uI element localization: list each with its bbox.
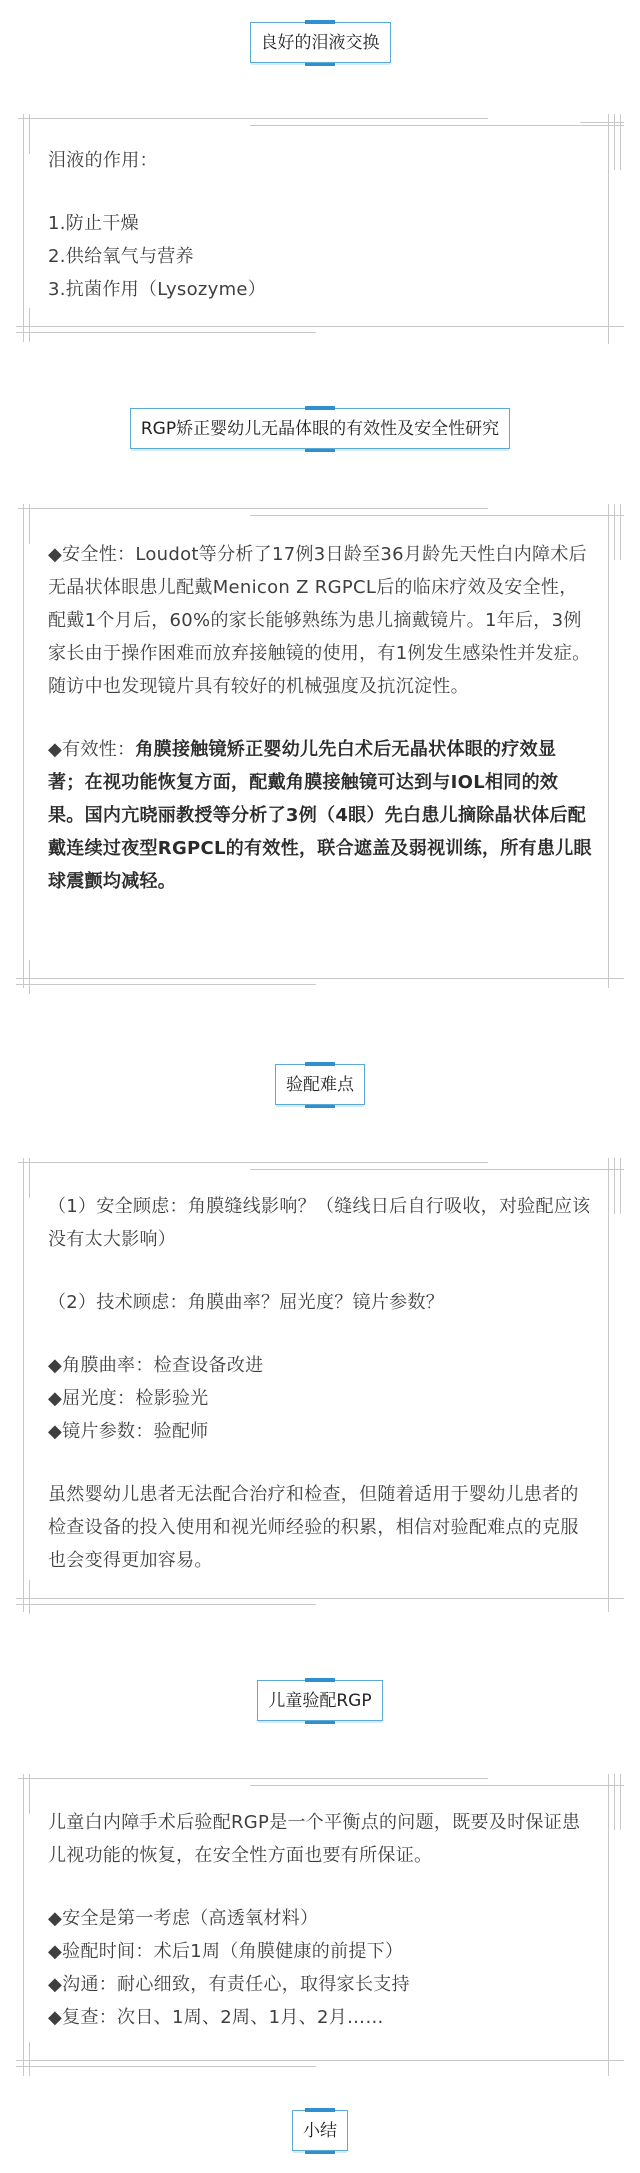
section-3-heading: 验配难点	[275, 1064, 365, 1105]
child-rgp-item-1: ◆安全是第一考虑（高透氧材料）	[48, 1908, 319, 1929]
safety-paragraph: ◆安全性：Loudot等分析了17例3日龄至36月龄先天性白内障术后无晶状体眼患儿配戴Menicon Z RGPCL后的临床疗效及安全性，配戴1个月后，60%的家长能够熟练为患儿摘戴镜片。1年后，3例家长由于操作困难而放弃接触镜的使用，有1例发生感染性并发症。随访中也发现镜片具有较好的机械强度及抗沉淀性。	[48, 544, 591, 697]
tear-function-item-1: 1.防止干燥	[48, 213, 139, 234]
section-1-heading-wrap	[0, 22, 640, 63]
section-4-heading: 儿童验配RGP	[257, 1680, 382, 1721]
section-2-frame	[20, 508, 620, 996]
section-1-frame	[20, 118, 620, 340]
fitting-summary: 虽然婴幼儿患者无法配合治疗和检查，但随着适用于婴幼儿患者的检查设备的投入使用和视光师经验的积累，相信对验配难点的克服也会变得更加容易。	[48, 1484, 579, 1571]
fitting-item-1: ◆角膜曲率：检查设备改进	[48, 1355, 264, 1376]
tear-function-item-3: 3.抗菌作用（Lysozyme）	[48, 279, 267, 300]
section-3-content	[20, 1190, 620, 1577]
section-3-frame	[20, 1162, 620, 1614]
section-5-heading: 小结	[292, 2110, 348, 2151]
technical-concern: （2）技术顾虑：角膜曲率？屈光度？镜片参数？	[48, 1292, 445, 1313]
section-3-heading-wrap	[0, 1064, 640, 1105]
effectiveness-text: 角膜接触镜矫正婴幼儿先白术后无晶状体眼的疗效显著；在视功能恢复方面，配戴角膜接触镜可达到与IOL相同的效果。国内亢晓丽教授等分析了3例（4眼）先白患儿摘除晶状体后配戴连续过夜型RGPCL的有效性，联合遮盖及弱视训练，所有患儿眼球震颤均减轻。	[48, 739, 592, 892]
section-4-frame	[20, 1778, 620, 2076]
child-rgp-intro: 儿童白内障手术后验配RGP是一个平衡点的问题，既要及时保证患儿视功能的恢复，在安全性方面也要有所保证。	[48, 1812, 581, 1866]
fitting-item-2: ◆屈光度：检影验光	[48, 1388, 209, 1409]
section-2-heading: RGP矫正婴幼儿无晶体眼的有效性及安全性研究	[130, 408, 510, 449]
section-4-content	[20, 1806, 620, 2034]
safety-concern: （1）安全顾虑：角膜缝线影响？（缝线日后自行吸收，对验配应该没有太大影响）	[48, 1196, 591, 1250]
fitting-item-3: ◆镜片参数：验配师	[48, 1421, 209, 1442]
tear-function-title: 泪液的作用：	[48, 150, 158, 171]
effectiveness-label: ◆有效性：	[48, 739, 136, 760]
section-1-content	[20, 144, 620, 306]
section-4-heading-wrap	[0, 1680, 640, 1721]
child-rgp-item-3: ◆沟通：耐心细致，有责任心，取得家长支持	[48, 1974, 410, 1995]
section-2-content	[20, 538, 620, 898]
section-5-heading-wrap	[0, 2110, 640, 2151]
section-1-heading: 良好的泪液交换	[250, 22, 391, 63]
section-2-heading-wrap	[0, 408, 640, 449]
tear-function-item-2: 2.供给氧气与营养	[48, 246, 194, 267]
child-rgp-item-2: ◆验配时间：术后1周（角膜健康的前提下）	[48, 1941, 404, 1962]
effectiveness-paragraph	[48, 733, 592, 898]
child-rgp-item-4: ◆复查：次日、1周、2周、1月、2月……	[48, 2007, 384, 2028]
